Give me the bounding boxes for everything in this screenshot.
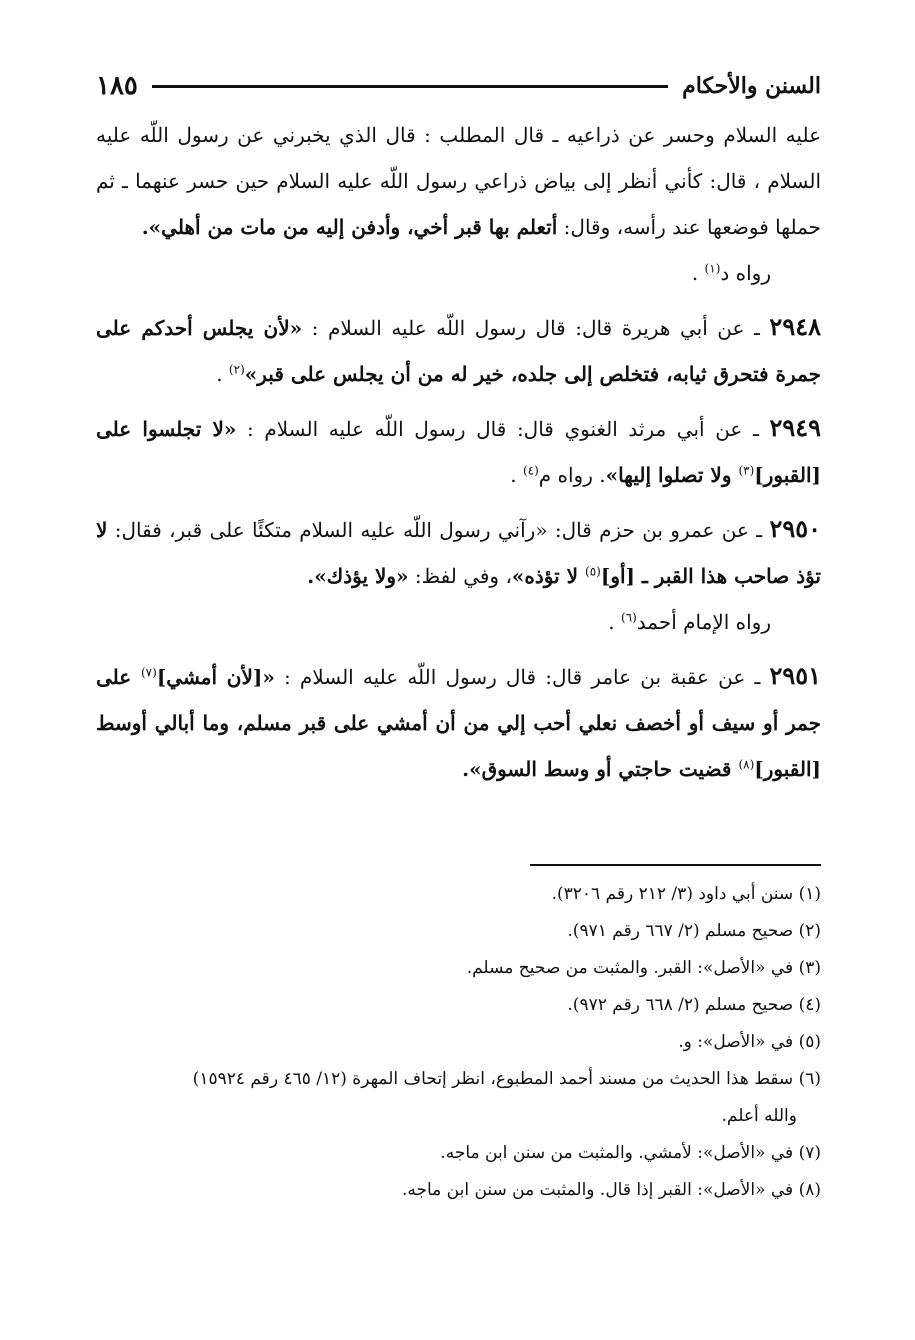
punct: . — [510, 463, 523, 487]
footnote-item: (٣) في «الأصل»: القبر. والمثبت من صحيح مسلم. — [466, 958, 821, 978]
chapter-title: السنن والأحكام — [682, 73, 821, 99]
hadith-quote: ولا تصلوا إليها» — [605, 463, 739, 487]
hadith-quote: «ولا يؤذك». — [307, 564, 409, 588]
text-line: قال: كأني أنظر إلى بياض ذراعي رسول اللّه عليه السلام حين حسر عنهما ـ ثم حملها — [96, 169, 821, 239]
source-text: رواه الإمام أحمد — [636, 610, 771, 634]
hadith-quote: «لا تجلسوا على [القبور] — [96, 417, 821, 487]
hadith-number: ٢٩٤٨ — [769, 312, 821, 341]
page-number: ١٨٥ — [96, 71, 138, 101]
punct: . — [216, 362, 229, 386]
hadith-intro: ـ عن أبي هريرة قال: قال رسول اللّه عليه السلام : — [302, 316, 770, 340]
footnotes — [92, 876, 821, 1209]
hadith-quote: على جمر أو سيف أو أخصف نعلي أحب إلي من أن أمشي على قبر مسلم، وما أبالي أوسط [القبور] — [96, 665, 821, 781]
hadith-quote: أتعلم بها قبر أخي، وأدفن إليه من مات من أهلي». — [141, 215, 558, 239]
text-line: عليه السلام وحسر عن ذراعيه ـ قال المطلب : قال الذي يخبرني عن رسول اللّه عليه السلام ، — [96, 123, 822, 193]
source-text: رواه د — [720, 261, 771, 285]
source-line — [96, 250, 821, 296]
hadith-2949 — [96, 405, 821, 498]
hadith-quote: لا تؤذه» — [511, 564, 586, 588]
header-rule — [152, 85, 668, 88]
running-header — [96, 66, 821, 106]
source-text: . رواه م — [538, 463, 606, 487]
footnote-ref: (٥) — [585, 564, 601, 579]
paragraph-continuation — [96, 112, 821, 250]
hadith-intro: ـ عن عمرو بن حزم قال: «رآني رسول اللّه عليه السلام متكئًا على قبر، فقال: — [107, 518, 770, 542]
footnote-separator — [530, 864, 821, 866]
main-text — [96, 112, 821, 792]
footnote-item: (١) سنن أبي داود (٣/ ٢١٢ رقم ٣٢٠٦). — [551, 884, 821, 904]
footnote-ref: (٤) — [522, 463, 539, 478]
hadith-quote: لا تؤذ صاحب هذا القبر ـ [أو] — [96, 518, 821, 588]
hadith-2951 — [96, 653, 821, 792]
footnote-continuation: والله أعلم. — [721, 1106, 797, 1126]
footnote-ref: (٢) — [228, 362, 245, 377]
footnote-ref: (٣) — [738, 463, 755, 478]
punct: . — [608, 610, 621, 634]
hadith-2948 — [96, 304, 821, 397]
hadith-number: ٢٩٤٩ — [769, 413, 821, 442]
footnote-item: (٧) في «الأصل»: لأمشي. والمثبت من سنن ابن ماجه. — [440, 1143, 821, 1163]
hadith-2950 — [96, 506, 821, 599]
footnote-item: (٨) في «الأصل»: القبر إذا قال. والمثبت من سنن ابن ماجه. — [401, 1180, 821, 1200]
hadith-text: ، وفي لفظ: — [408, 564, 512, 588]
footnote-item: (٥) في «الأصل»: و. — [678, 1032, 821, 1052]
hadith-number: ٢٩٥١ — [769, 661, 822, 690]
footnote-item: (٤) صحيح مسلم (٢/ ٦٦٨ رقم ٩٧٢). — [567, 995, 821, 1015]
hadith-quote: «[لأن أمشي] — [156, 665, 275, 689]
footnote-ref: (١) — [704, 261, 721, 276]
hadith-intro: ـ عن عقبة بن عامر قال: قال رسول اللّه عليه السلام : — [274, 665, 770, 689]
hadith-quote: قضيت حاجتي أو وسط السوق». — [462, 757, 739, 781]
hadith-intro: ـ عن أبي مرثد الغنوي قال: قال رسول اللّه عليه السلام : — [236, 417, 770, 441]
footnote-item: (٦) سقط هذا الحديث من مسند أحمد المطبوع، انظر إتحاف المهرة (١٢/ ٤٦٥ رقم ١٥٩٢٤) — [192, 1069, 821, 1089]
source-line — [96, 599, 821, 645]
footnote-item: (٢) صحيح مسلم (٢/ ٦٦٧ رقم ٩٧١). — [567, 921, 821, 941]
hadith-quote: «لأن يجلس أحدكم على جمرة فتحرق ثيابه، فتخلص إلى جلده، خير له من أن يجلس على قبر» — [96, 316, 821, 386]
hadith-number: ٢٩٥٠ — [769, 514, 821, 543]
punct: . — [691, 261, 705, 285]
footnote-ref: (٨) — [738, 757, 755, 772]
footnote-ref: (٧) — [140, 665, 157, 680]
text-line: فوضعها عند رأسه، وقال: — [557, 215, 769, 239]
footnote-ref: (٦) — [620, 610, 637, 625]
